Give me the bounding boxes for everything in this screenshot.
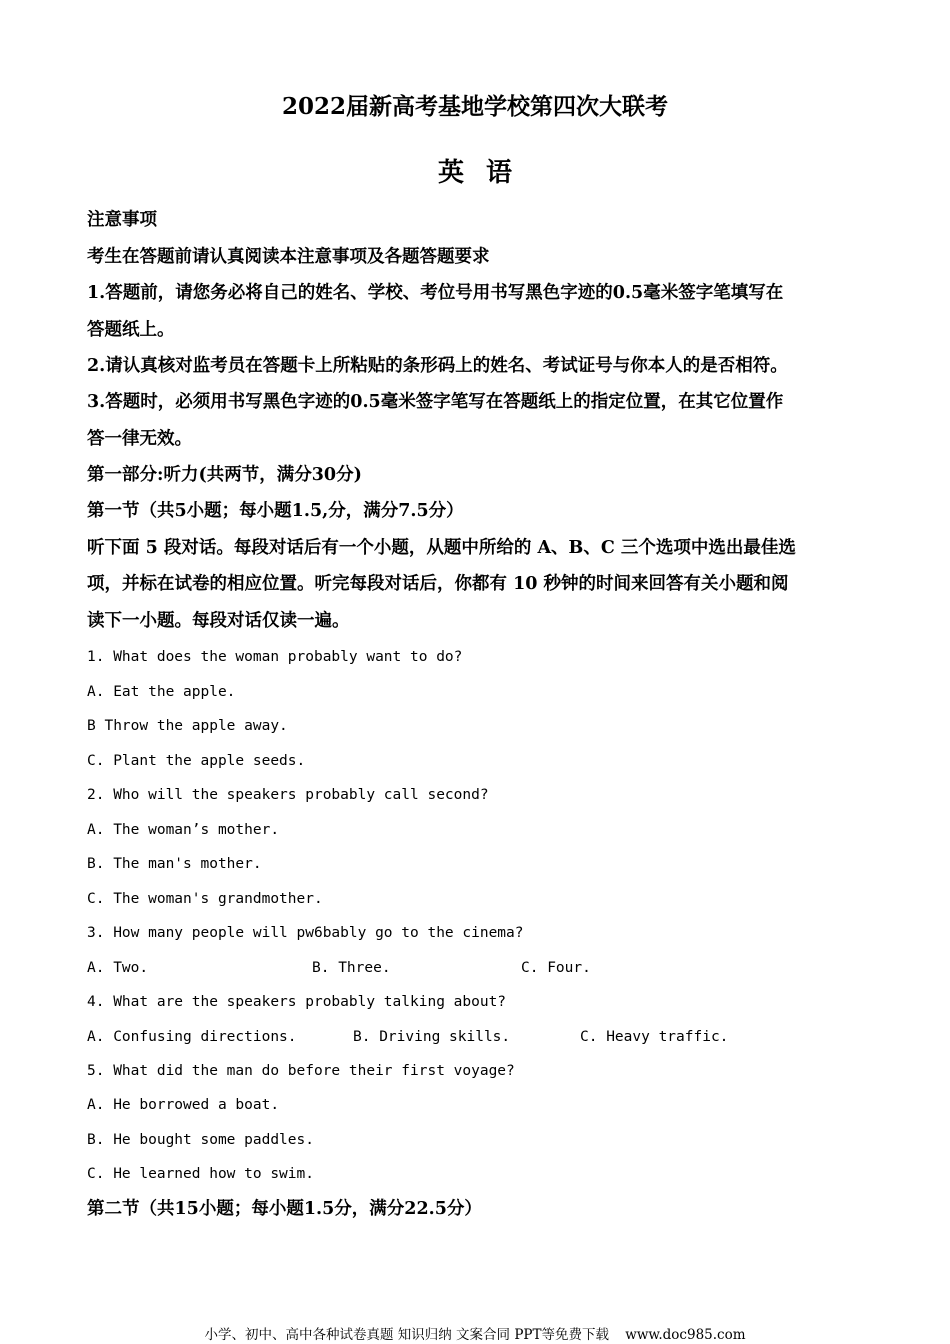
question-3-option-b: B. Three. xyxy=(312,960,391,976)
instructions-line-2: 项，并标在试卷的相应位置。听完每段对话后，你都有 10 秒钟的时间来回答有关小题和阅 xyxy=(87,574,789,594)
notice-item-2: 2.请认真核对监考员在答题卡上所粘贴的条形码上的姓名、考试证号与你本人的是否相符。 xyxy=(87,356,788,376)
question-2-option-a: A. The woman’s mother. xyxy=(87,822,280,838)
question-1-option-c: C. Plant the apple seeds. xyxy=(87,753,306,769)
footer-url[interactable]: www.doc985.com xyxy=(625,1327,746,1343)
instructions-line-1: 听下面 5 段对话。每段对话后有一个小题，从题中所给的 A、B、C 三个选项中选出最佳选 xyxy=(87,538,796,558)
notice-item-1-line-1: 1.答题前，请您务必将自己的姓名、学校、考位号用书写黑色字迹的0.5毫米签字笔填写在 xyxy=(87,283,784,303)
exam-title: 2022届新高考基地学校第四次大联考 xyxy=(281,93,668,120)
question-5-option-b: B. He bought some paddles. xyxy=(87,1132,314,1148)
question-4-option-a: A. Confusing directions. xyxy=(87,1029,297,1045)
question-4-stem: 4. What are the speakers probably talking about? xyxy=(87,994,507,1010)
page-footer xyxy=(0,1323,950,1343)
question-1-stem: 1. What does the woman probably want to do? xyxy=(87,649,463,665)
question-5-stem: 5. What did the man do before their first voyage? xyxy=(87,1063,515,1079)
question-1-option-a: A. Eat the apple. xyxy=(87,684,236,700)
section1-heading: 第一节（共5小题；每小题1.5,分，满分7.5分） xyxy=(87,501,464,521)
part1-heading: 第一部分:听力(共两节，满分30分) xyxy=(87,465,362,485)
question-2-stem: 2. Who will the speakers probably call second? xyxy=(87,787,489,803)
notice-item-3-line-2: 答一律无效。 xyxy=(87,429,192,449)
question-3-stem: 3. How many people will pw6bably go to the cinema? xyxy=(87,925,524,941)
question-2-option-b: B. The man's mother. xyxy=(87,856,262,872)
subject-title: 英语 xyxy=(437,158,534,188)
instructions-line-3: 读下一小题。每段对话仅读一遍。 xyxy=(87,611,350,631)
question-5-option-a: A. He borrowed a boat. xyxy=(87,1097,280,1113)
question-1-option-b: B Throw the apple away. xyxy=(87,718,288,734)
question-3-option-c: C. Four. xyxy=(521,960,591,976)
question-5-option-c: C. He learned how to swim. xyxy=(87,1166,314,1182)
footer-text: 小学、初中、高中各种试卷真题 知识归纳 文案合同 PPT等免费下载 xyxy=(204,1327,609,1343)
question-4-option-b: B. Driving skills. xyxy=(353,1029,511,1045)
notice-item-1-line-2: 答题纸上。 xyxy=(87,320,175,340)
question-3-option-a: A. Two. xyxy=(87,960,149,976)
question-4-option-c: C. Heavy traffic. xyxy=(580,1029,729,1045)
notice-heading: 注意事项 xyxy=(87,210,157,230)
question-2-option-c: C. The woman's grandmother. xyxy=(87,891,323,907)
section2-heading: 第二节（共15小题；每小题1.5分，满分22.5分） xyxy=(87,1199,482,1219)
notice-item-3-line-1: 3.答题时，必须用书写黑色字迹的0.5毫米签字笔写在答题纸上的指定位置，在其它位置作 xyxy=(87,392,784,412)
notice-intro: 考生在答题前请认真阅读本注意事项及各题答题要求 xyxy=(87,247,490,267)
